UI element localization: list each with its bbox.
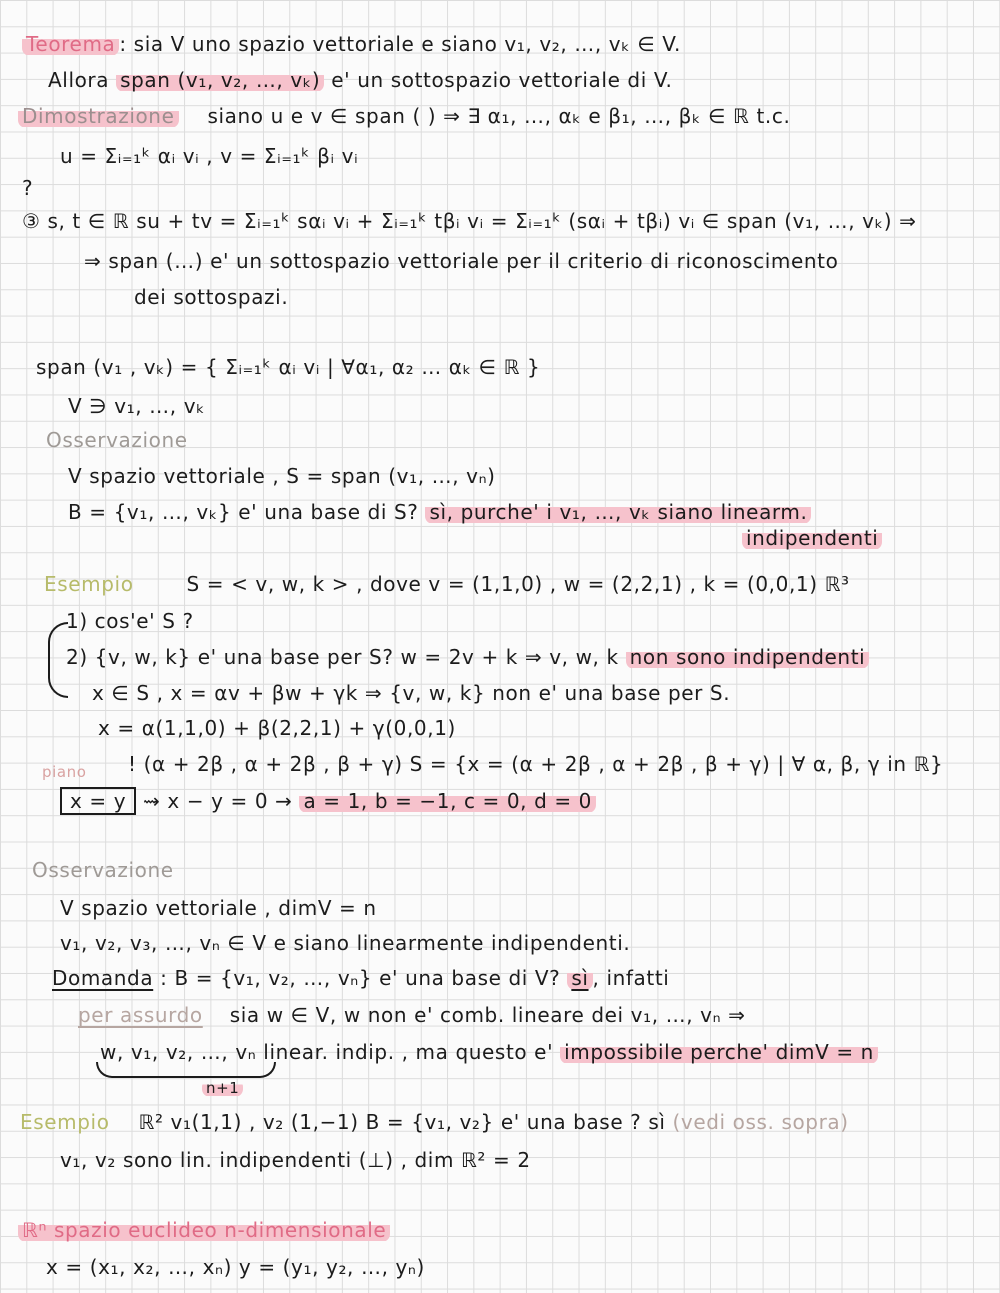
contradiction-text: w, v₁, v₂, …, vₙ linear. indip. , ma questo e': [100, 1040, 561, 1064]
example-2-statement: ℝ² v₁(1,1) , v₂ (1,−1) B = {v₁, v₂} e' una base ? sì: [138, 1110, 673, 1134]
theorem-heading: Teorema: [22, 32, 119, 56]
independent-highlight: indipendenti: [742, 526, 882, 550]
example-1-q2-text: 2) {v, w, k} e' una base per S? w = 2v + k ⇒ v, w, k: [66, 645, 626, 669]
proof-heading: Dimostrazione: [18, 104, 179, 128]
span-membership: V ∋ v₁, …, vₖ: [68, 394, 206, 418]
example-1-line: [44, 570, 850, 598]
not-independent-highlight: non sono indipendenti: [626, 645, 870, 669]
conclusion-text-b: e' un sottospazio vettoriale di V.: [324, 68, 673, 92]
absurd-statement: sia w ∈ V, w non e' comb. lineare dei v₁, …, vₙ ⇒: [229, 1003, 746, 1027]
theorem-line: [22, 30, 681, 58]
example-1-bracket: [48, 622, 68, 698]
impossible-highlight: impossibile perche' dimV = n: [560, 1040, 878, 1064]
question-heading: Domanda: [52, 966, 154, 990]
observation-heading-1: Osservazione: [46, 428, 188, 452]
observation-2-line-2: v₁, v₂, v₃, …, vₙ ∈ V e siano linearmente indipendenti.: [60, 931, 631, 955]
plane-equation: [60, 787, 596, 815]
conclusion-text-a: Allora: [48, 68, 117, 92]
proof-step-3: ③ s, t ∈ ℝ su + tv = Σᵢ₌₁ᵏ sαᵢ vᵢ + Σᵢ₌₁ᵏ tβᵢ vᵢ = Σᵢ₌₁ᵏ (sαᵢ + tβᵢ) vᵢ ∈ span (v₁, …, vₖ) ⇒: [22, 209, 917, 233]
coefficients-highlight: a = 1, b = −1, c = 0, d = 0: [299, 789, 596, 813]
n-plus-one-label: [202, 1074, 243, 1102]
example-1-q2: [66, 643, 869, 671]
example-1-q1: 1) cos'e' S ?: [66, 609, 194, 633]
proof-conclusion-cont: dei sottospazi.: [134, 285, 289, 309]
underbrace: [96, 1062, 276, 1078]
observation-heading-2: Osservazione: [32, 858, 174, 882]
proof-conclusion: ⇒ span (…) e' un sottospazio vettoriale per il criterio di riconoscimento: [84, 249, 839, 273]
span-definition: span (v₁ , vₖ) = { Σᵢ₌₁ᵏ αᵢ vᵢ | ∀α₁, α₂ … αₖ ∈ ℝ }: [36, 355, 541, 379]
example-1-x-expansion: x = α(1,1,0) + β(2,2,1) + γ(0,0,1): [98, 716, 456, 740]
vectors-line: x = (x₁, x₂, …, xₙ) y = (y₁, y₂, …, yₙ): [46, 1255, 425, 1279]
observation-1-line-2: [68, 498, 811, 526]
euclidean-heading: ℝⁿ spazio euclideo n-dimensionale: [18, 1218, 390, 1242]
conclusion-highlight: span (v₁, v₂, …, vₖ): [116, 68, 324, 92]
theorem-statement: : sia V uno spazio vettoriale e siano v₁, v₂, …, vₖ ∈ V.: [119, 32, 681, 56]
base-question: B = {v₁, …, vₖ} e' una base di S?: [68, 500, 426, 524]
question-text-end: , infatti: [592, 966, 670, 990]
question-text: : B = {v₁, v₂, …, vₙ} e' una base di V?: [153, 966, 568, 990]
boxed-equation: x = y: [60, 787, 136, 815]
example-1-statement: S = < v, w, k > , dove v = (1,1,0) , w = (2,2,1) , k = (0,0,1) ℝ³: [186, 572, 850, 596]
n-plus-one-highlight: n+1: [202, 1079, 243, 1097]
proof-sums: u = Σᵢ₌₁ᵏ αᵢ vᵢ , v = Σᵢ₌₁ᵏ βᵢ vᵢ: [60, 144, 359, 168]
observation-1-line-1: V spazio vettoriale , S = span (v₁, …, vₙ): [68, 464, 496, 488]
example-1-heading: Esempio: [44, 572, 134, 596]
see-above-note: (vedi oss. sopra): [672, 1110, 849, 1134]
proof-statement: siano u e v ∈ span ( ) ⇒ ∃ α₁, …, αₖ e β₁, …, βₖ ∈ ℝ t.c.: [207, 104, 791, 128]
proof-line: [18, 102, 790, 130]
absurd-heading: per assurdo: [78, 1003, 203, 1027]
example-2-line: [20, 1108, 849, 1136]
absurd-line: [78, 1001, 745, 1029]
example-1-x-result: ! (α + 2β , α + 2β , β + γ) S = {x = (α + 2β , α + 2β , β + γ) | ∀ α, β, γ in ℝ}: [128, 752, 944, 776]
observation-1-line-3: [742, 524, 882, 552]
yes-answer: sì: [567, 966, 592, 990]
example-2-heading: Esempio: [20, 1110, 110, 1134]
example-1-x-in-s: x ∈ S , x = αv + βw + γk ⇒ {v, w, k} non e' una base per S.: [92, 681, 731, 705]
example-2-line-2: v₁, v₂ sono lin. indipendenti (⊥) , dim ℝ² = 2: [60, 1148, 531, 1172]
plane-label: piano: [42, 763, 87, 781]
base-answer-highlight: sì, purche' i v₁, …, vₖ siano linearm.: [425, 500, 811, 524]
theorem-conclusion: [48, 66, 673, 94]
observation-2-line-1: V spazio vettoriale , dimV = n: [60, 896, 377, 920]
question-line: [52, 964, 669, 992]
euclidean-heading-line: [18, 1216, 390, 1244]
question-mark: ?: [22, 176, 34, 200]
plane-derivation: ⇝ x − y = 0 →: [136, 789, 300, 813]
